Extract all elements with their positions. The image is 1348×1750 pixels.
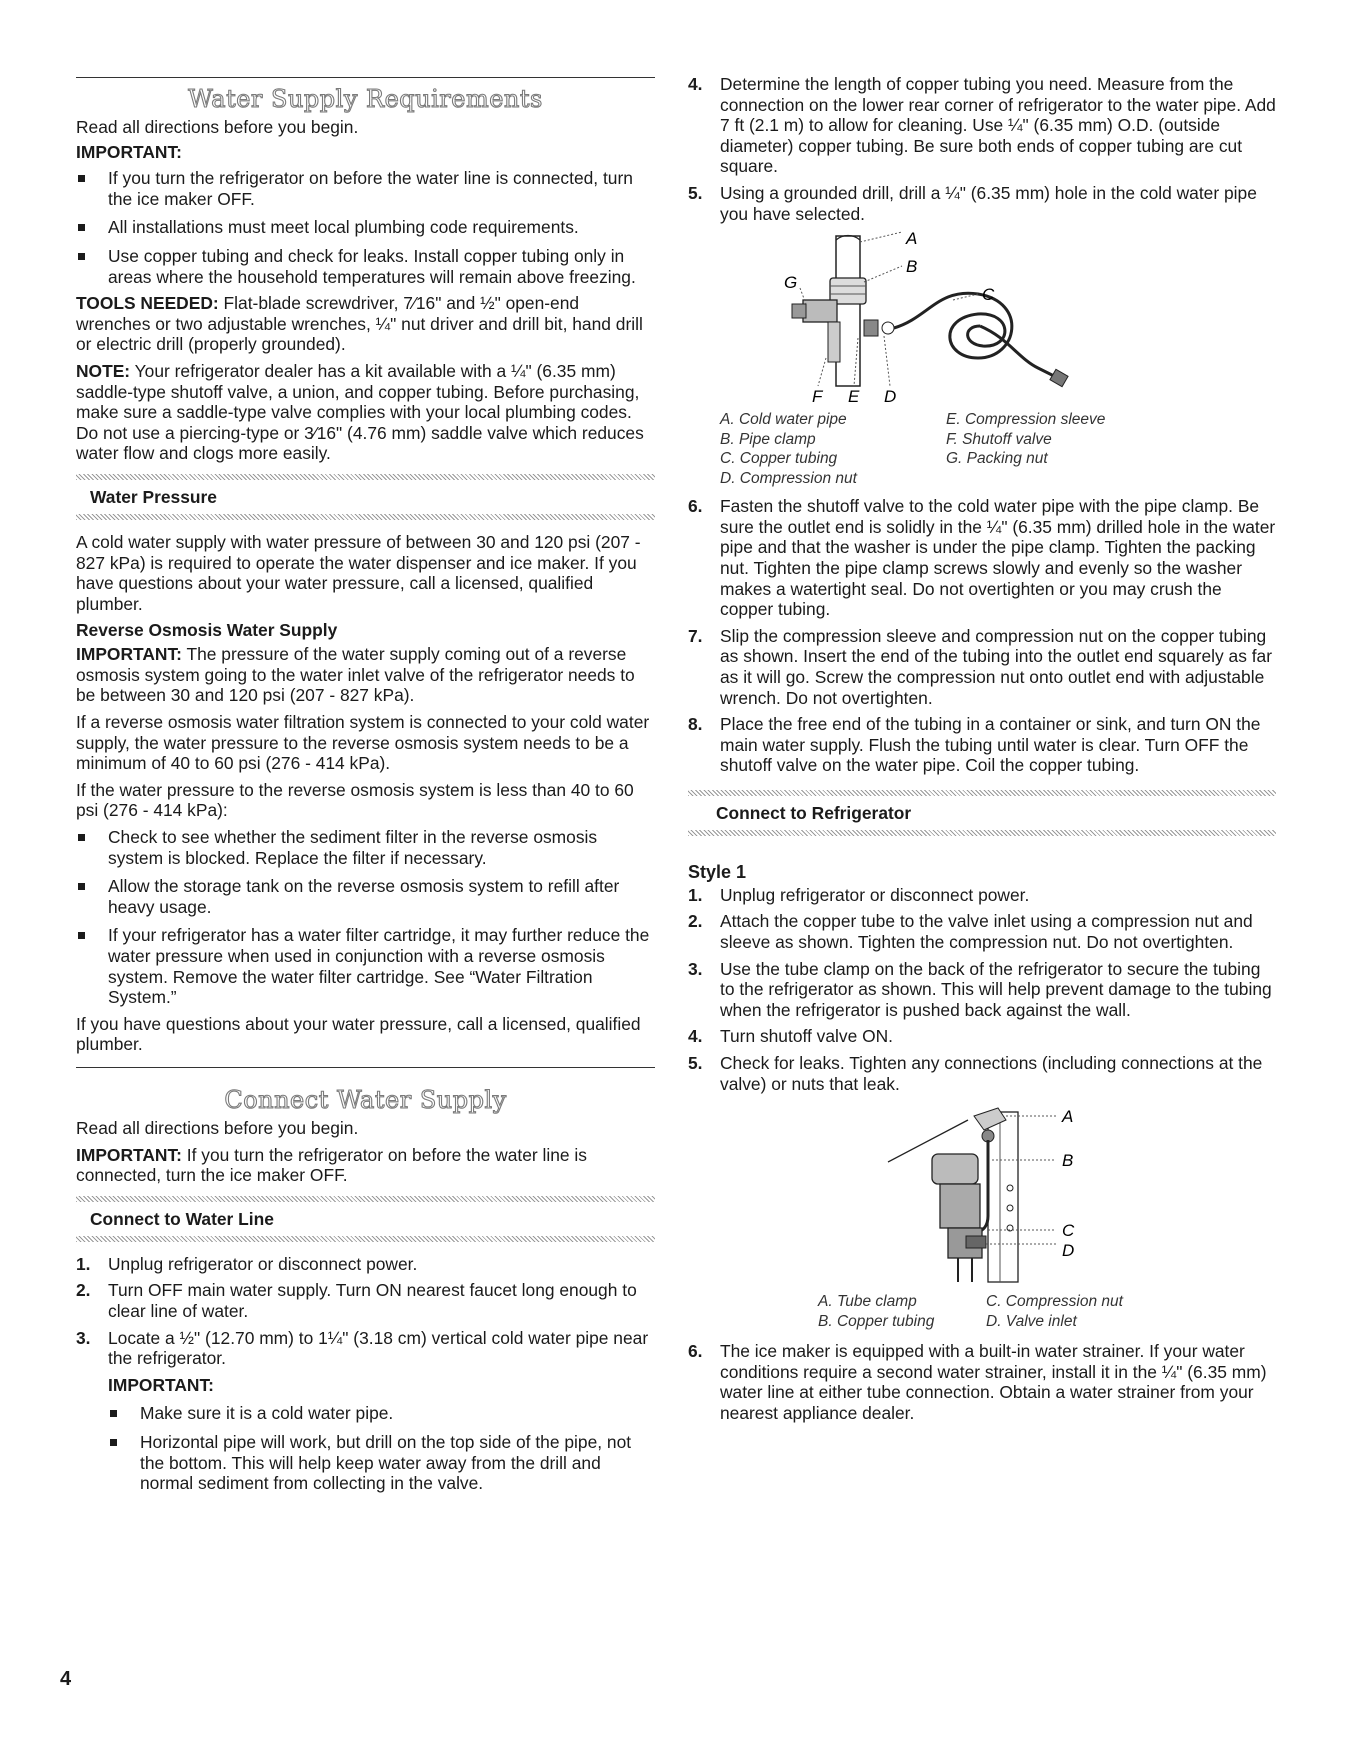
step-number: 2. xyxy=(688,911,703,932)
tools-text: Flat-blade screwdriver, 7⁄16" and ½" open-end wrenches or two adjustable wrenches, ¼" nut driver and drill bit, hand drill or electric drill (properly grounded). xyxy=(76,293,643,355)
step-text: Place the free end of the tubing in a container or sink, and turn ON the main water supply. Flush the tubing until water is clear. Turn OFF the shutoff valve on the water pipe. Coil the copper tubing. xyxy=(720,714,1261,776)
figure-captions xyxy=(688,1292,1276,1331)
caption: A. Cold water pipe xyxy=(720,411,847,429)
step-text: Unplug refrigerator or disconnect power. xyxy=(720,884,1030,905)
caption: D. Compression nut xyxy=(720,469,857,487)
caption: B. Pipe clamp xyxy=(720,430,816,448)
water-pressure-text: A cold water supply with water pressure of between 30 and 120 psi (207 - 827 kPa) is required to operate the water dispenser and ice maker. If you have questions about your water pressure, call a licensed, qualified plumber. xyxy=(76,531,641,614)
section-rule xyxy=(76,77,655,78)
hatch-divider xyxy=(76,514,655,520)
connect-water-line-heading: Connect to Water Line xyxy=(90,1208,274,1229)
caption-column xyxy=(818,1292,986,1331)
step-item xyxy=(688,1341,1276,1423)
step-item xyxy=(76,1280,655,1321)
step-item xyxy=(688,911,1276,952)
step-text: Turn OFF main water supply. Turn ON nearest faucet long enough to clear line of water. xyxy=(108,1280,637,1321)
step-number: 5. xyxy=(688,1053,703,1074)
step-item xyxy=(76,1328,655,1369)
tools-label: TOOLS NEEDED: xyxy=(76,293,219,314)
ro-paragraph: If a reverse osmosis water filtration system is connected to your cold water supply, the water pressure to the reverse osmosis system needs to be a minimum of 40 to 60 psi (276 - 414 kPa). xyxy=(76,712,650,774)
bullet-item: Allow the storage tank on the reverse osmosis system to refill after heavy usage. xyxy=(76,876,655,917)
step-text: Fasten the shutoff valve to the cold water pipe with the pipe clamp. Be sure the outlet end is solidly in the ¼" (6.35 mm) drilled hole in the water pipe and that the washer is under the pipe clamp. Tighten the packing nut. Tighten the pipe clamp screws slowly and evenly so the washer makes a watertight seal. Do not overtighten or you may crush the copper tubing. xyxy=(720,496,1276,620)
step-number: 4. xyxy=(688,1026,703,1047)
caption: C. Compression nut xyxy=(986,1293,1123,1311)
hatch-divider xyxy=(76,474,655,480)
caption: D. Valve inlet xyxy=(986,1312,1077,1330)
page-number: 4 xyxy=(60,1668,72,1690)
step-text: Use the tube clamp on the back of the refrigerator to secure the tubing to the refrigerator as shown. This will help prevent damage to the tubing when the refrigerator is pushed back against the wall. xyxy=(720,958,1272,1020)
bullet-item: All installations must meet local plumbing code requirements. xyxy=(76,217,655,238)
caption-column xyxy=(946,410,1105,488)
step-item xyxy=(688,626,1276,708)
figure-letter: C xyxy=(1062,1221,1075,1241)
figure-letter: D xyxy=(1062,1241,1075,1261)
important-paragraph xyxy=(76,1145,655,1186)
step-text: Check for leaks. Tighten any connections (including connections at the valve) or nuts that leak. xyxy=(720,1053,1263,1094)
figure-letter: B xyxy=(906,257,918,277)
figure-letter: A xyxy=(906,229,918,249)
hatch-divider xyxy=(688,790,1276,796)
bullet-item: Use copper tubing and check for leaks. Install copper tubing only in areas where the household temperatures will remain above freezing. xyxy=(76,246,655,287)
reverse-osmosis-heading: Reverse Osmosis Water Supply xyxy=(76,620,338,641)
step-text: Slip the compression sleeve and compression nut on the copper tubing as shown. Insert the end of the tubing into the outlet end squarely as far as it will go. Screw the compression nut onto outlet end with adjustable wrench. Do not overtighten. xyxy=(720,625,1273,708)
step-text: The ice maker is equipped with a built-in water strainer. If your water conditions require a second water strainer, install it in the ¼" (6.35 mm) water line at either tube connection. Obtain a water strainer from your nearest appliance dealer. xyxy=(720,1341,1267,1423)
step-item xyxy=(688,1053,1276,1094)
caption: F. Shutoff valve xyxy=(946,430,1052,448)
caption: C. Copper tubing xyxy=(720,450,838,468)
step-text: Turn shutoff valve ON. xyxy=(720,1026,894,1047)
right-column xyxy=(688,0,1276,1424)
step-number: 2. xyxy=(76,1280,91,1301)
figure-letter: D xyxy=(884,387,897,407)
hatch-divider xyxy=(76,1196,655,1202)
step-number: 8. xyxy=(688,714,703,735)
note-label: NOTE: xyxy=(76,360,131,381)
connect-refrigerator-heading: Connect to Refrigerator xyxy=(716,802,912,823)
step-item xyxy=(688,496,1276,620)
hatch-divider xyxy=(76,1236,655,1242)
caption-column xyxy=(720,410,946,488)
step-item xyxy=(76,1254,655,1275)
important-text: If you turn the refrigerator on before the water line is connected, turn the ice maker OFF. xyxy=(76,1144,587,1186)
bullet-item: Check to see whether the sediment filter in the reverse osmosis system is blocked. Replace the filter if necessary. xyxy=(76,827,655,868)
step-item xyxy=(688,714,1276,776)
caption: E. Compression sleeve xyxy=(946,411,1106,429)
step-item xyxy=(688,1026,1276,1047)
step-item xyxy=(688,959,1276,1021)
caption: B. Copper tubing xyxy=(818,1312,935,1330)
step-number: 1. xyxy=(76,1253,91,1274)
step-number: 5. xyxy=(688,182,703,203)
figure-letter: G xyxy=(784,273,798,293)
style-heading: Style 1 xyxy=(688,861,747,882)
step-number: 6. xyxy=(688,496,703,517)
ro-important-label: IMPORTANT: xyxy=(76,644,182,665)
section-rule xyxy=(76,1067,655,1068)
caption: G. Packing nut xyxy=(946,450,1048,468)
bullet-item: If you turn the refrigerator on before the water line is connected, turn the ice maker OFF. xyxy=(76,168,655,209)
step-number: 4. xyxy=(688,74,703,94)
figure-letter: B xyxy=(1062,1151,1074,1171)
note-paragraph xyxy=(76,361,655,464)
step-item xyxy=(688,183,1276,224)
figure-letter: F xyxy=(812,387,823,407)
step-text: Attach the copper tube to the valve inlet using a compression nut and sleeve as shown. Tighten the compression nut. Do not overtighten. xyxy=(720,911,1253,953)
step-number: 7. xyxy=(688,625,703,646)
hatch-divider xyxy=(688,830,1276,836)
read-all-directions: Read all directions before you begin. xyxy=(76,1117,359,1138)
step-number: 3. xyxy=(76,1327,91,1348)
figure-letter: A xyxy=(1062,1107,1074,1127)
connect-water-supply-title: Connect Water Supply xyxy=(224,1085,507,1114)
step-text: Locate a ½" (12.70 mm) to 1¼" (3.18 cm) vertical cold water pipe near the refrigerator. xyxy=(108,1327,649,1369)
bullet-item: Make sure it is a cold water pipe. xyxy=(108,1403,655,1424)
bullet-item: Horizontal pipe will work, but drill on the top side of the pipe, not the bottom. This will help keep water away from the drill and normal sediment from collecting in the valve. xyxy=(108,1432,655,1494)
valve-inlet-illustration xyxy=(688,1096,1276,1292)
step3-important-label: IMPORTANT: xyxy=(108,1374,214,1395)
ro-paragraph: If the water pressure to the reverse osmosis system is less than 40 to 60 psi (276 - 414 kPa): xyxy=(76,779,634,821)
step-number: 6. xyxy=(688,1341,703,1362)
left-column xyxy=(76,0,655,1494)
water-supply-title: Water Supply Requirements xyxy=(188,85,543,113)
caption-column xyxy=(986,1292,1123,1331)
step-number: 1. xyxy=(688,884,703,905)
step-text: Using a grounded drill, drill a ¼" (6.35 mm) hole in the cold water pipe you have selected. xyxy=(720,182,1257,224)
caption: A. Tube clamp xyxy=(818,1293,917,1311)
step-text: Determine the length of copper tubing you need. Measure from the connection on the lower rear corner of refrigerator to the water pipe. Add 7 ft (2.1 m) to allow for cleaning. Use ¼" (6.35 mm) O.D. (outside diameter) copper tubing. Be sure both ends of copper tubing are cut square. xyxy=(720,74,1276,177)
ro-important-text: The pressure of the water supply coming out of a reverse osmosis system going to the water inlet valve of the refrigerator needs to be between 30 and 120 psi (207 - 827 kPa). xyxy=(76,644,635,706)
read-all-directions: Read all directions before you begin. xyxy=(76,117,359,137)
important-label: IMPORTANT: xyxy=(76,1144,182,1165)
shutoff-valve-figure xyxy=(688,228,1276,408)
step-item xyxy=(688,74,1276,177)
figure-letter: E xyxy=(848,387,860,407)
bullet-item: If your refrigerator has a water filter cartridge, it may further reduce the water pressure when used in conjunction with a reverse osmosis system. Remove the water filter cartridge. See “Water Filtration System.” xyxy=(76,925,655,1007)
note-text: Your refrigerator dealer has a kit available with a ¼" (6.35 mm) saddle-type shutoff valve, a union, and copper tubing. Before purchasing, make sure a saddle-type valve complies with your local plumbing codes. Do not use a piercing-type or 3⁄16" (4.76 mm) saddle valve which reduces water flow and clogs more easily. xyxy=(76,360,644,464)
ro-important-paragraph xyxy=(76,644,655,706)
step-number: 3. xyxy=(688,958,703,979)
figure-captions xyxy=(688,410,1276,488)
step-text: Unplug refrigerator or disconnect power. xyxy=(108,1253,418,1274)
water-pressure-heading: Water Pressure xyxy=(90,486,217,507)
important-label: IMPORTANT: xyxy=(76,141,182,162)
ro-closing: If you have questions about your water pressure, call a licensed, qualified plumber. xyxy=(76,1013,641,1055)
tools-needed-paragraph xyxy=(76,293,655,355)
shutoff-valve-illustration xyxy=(688,228,1276,408)
valve-inlet-figure xyxy=(688,1096,1276,1292)
step-item xyxy=(688,885,1276,906)
figure-letter: C xyxy=(982,285,995,305)
